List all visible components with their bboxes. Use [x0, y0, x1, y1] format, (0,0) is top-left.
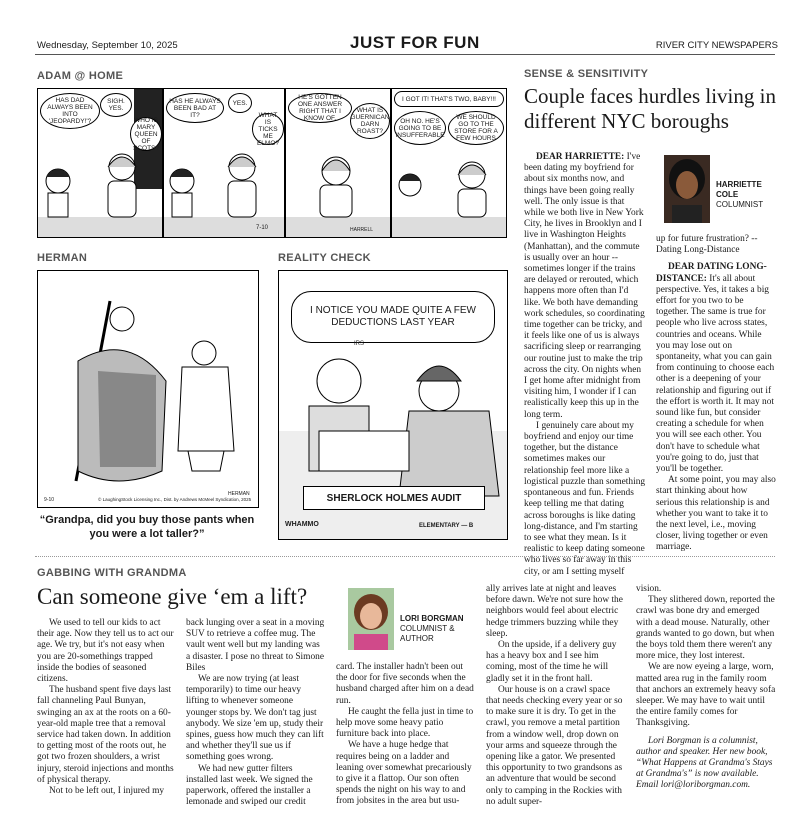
grandma-c5-p2: They slithered down, reported the crawl was bone dry and emerged with a dead mouse. Naturally, other grands wanted to go down, but when the boys told them there weren't any more mice, they lost interest. [636, 595, 775, 662]
sense-column-1 [524, 152, 646, 577]
adam-panel-3 [285, 88, 391, 238]
lori-portrait-art [348, 588, 394, 650]
reality-footer: ELEMENTARY — B [419, 523, 474, 529]
grandma-column-3 [336, 662, 476, 822]
reality-irs-sign: IRS [354, 341, 365, 347]
lori-role: COLUMNIST & AUTHOR [400, 624, 455, 643]
adam-signature: HARRELL [350, 227, 374, 233]
grandma-column-4 [486, 584, 626, 822]
grandma-c1-p3: Not to be left out, I injured my [49, 786, 165, 797]
sense-c2-p3: At some point, you may also start thinking about how serious this relationship is and whether you want to take it to the next level, i.e., moving closer, living together or even marriage. [656, 475, 776, 553]
adam-panel-4-art [392, 89, 506, 237]
grandma-c3-p2: He caught the fella just in time to help move some heavy patio furniture back into place. [336, 706, 474, 740]
herman-signature: HERMAN [228, 491, 250, 497]
adam-p3-bubble-a: HE'S GOTTEN ONE ANSWER RIGHT THAT I KNOW OF. [288, 93, 352, 123]
grandma-c1-p1: We used to tell our kids to act their age. Now they tell us to act our age. We try, but it's not easy when you are 20-somethings trapped inside the bodies of seasoned citizens. [37, 618, 174, 685]
sense-c2-p2: DEAR DATING LONG-DISTANCE: It's all about perspective. Yes, it takes a big effort for you two to be together. The same is true for people who live across states, countries and oceans. While you may lose out on spontaneity, what you can gain from continuing to choose each other is a deepening of your relationship and figuring out if the effort is worth it. It may not sound like fun, but consider creating a schedule for when you will see each other. You don't have to schedule what you're going to do, just that you'll be together. [656, 262, 775, 475]
sense-column-2 [656, 234, 776, 553]
grandma-headline: Can someone give ‘em a lift? [37, 584, 308, 609]
grandma-c5-p3: We are now eyeing a large, worn, matted area rug in the family room that anchors an extremely heavy sofa sleeper. We may have to wait until the entire family comes for Thanksgiving. [636, 662, 776, 729]
header-rule [35, 54, 775, 55]
adam-panel-4 [391, 88, 507, 238]
lori-photo [348, 588, 394, 650]
herman-caption: “Grandpa, did you buy those pants when you were a lot taller?” [39, 514, 255, 540]
grandma-column-2 [186, 618, 326, 823]
adam-strip [37, 88, 507, 240]
adam-label: ADAM @ HOME [37, 70, 124, 82]
adam-date-mark: 7-10 [256, 225, 269, 231]
publisher-name: RIVER CITY NEWSPAPERS [655, 40, 778, 51]
sense-headline: Couple faces hurdles living in different NYC boroughs [524, 84, 776, 133]
sense-c1-p2: I genuinely care about my boyfriend and enjoy our time together, but the distance sometimes makes our relationship feel more like a logistical puzzle than something spontaneous and fun. Friends keep telling me that dating across boroughs is like dating long-distance, and I'm starting to see what they mean. Is it realistic to keep dating someone who lives so far away in this city, or am I setting myself [524, 420, 646, 577]
reality-speech-bubble: I NOTICE YOU MADE QUITE A FEW DEDUCTIONS LAST YEAR [291, 291, 495, 343]
adam-p2-bubble-c: WHAT IS TICKS ME ELMO? [252, 113, 284, 145]
adam-p3-bubble-b: WHAT IS GUERNICAN DARN ROAST? [350, 103, 390, 139]
adam-p2-bubble-b: YES. [228, 93, 252, 113]
adam-p1-bubble-b: SIGH. YES. [100, 93, 132, 117]
harriette-name: HARRIETTE COLE [716, 180, 762, 199]
sense-c2-p1: up for future frustration? -- Dating Long-Distance [656, 234, 758, 256]
section-divider [35, 556, 775, 557]
harriette-photo [664, 155, 710, 223]
grandma-c2-p1: back lunging over a seat in a moving SUV to retrieve a coffee mug. The vault went well but my landing was a disaster. I pose no threat to Simone Biles [186, 618, 325, 673]
harriette-portrait-art [664, 155, 710, 223]
adam-p4-bubble-a: I GOT IT! THAT'S TWO, BABY!!! [394, 91, 504, 107]
lori-name: LORI BORGMAN [400, 614, 464, 623]
grandma-c3-p1: card. The installer hadn't been out the door for five seconds when the husband charged after him on a dead run. [336, 662, 474, 706]
grandma-label: GABBING WITH GRANDMA [37, 567, 187, 579]
grandma-c3-p3: We have a huge hedge that requires being on a ladder and leaning over somewhat precariously to give it a flattop. Our son often spends the night on his way to and from jobsites in the area but usu- [336, 740, 472, 807]
grandma-column-5 [636, 584, 776, 822]
grandma-column-1 [37, 618, 175, 823]
adam-p2-bubble-a: HAS HE ALWAYS BEEN BAD AT IT? [166, 93, 224, 123]
reality-byline: WHAMMO [285, 521, 319, 528]
reality-panel [278, 270, 508, 540]
grandma-c1-p2: The husband spent five days last fall channeling Paul Bunyan, swinging an ax at the roots on a 60-year-old maple tree that a removal service had taken down. In addition to getting most of the roots out, he got two frozen shoulders, a wrist injury, steroid injections and months of physical therapy. [37, 685, 174, 785]
grandma-c2-p2: We are now trying (at least temporarily) to time our heavy lifting to whenever someone younger stops by. We don't tag just anybody. We size 'em up, study their spines, guess how much they can lift and whether they'll sue us if something goes wrong. [186, 674, 324, 763]
reality-audit-sign: SHERLOCK HOLMES AUDIT [303, 486, 485, 510]
grandma-bio: Lori Borgman is a columnist, author and speaker. Her new book, “What Happens at Grandma's Stays at Grandma's” is now available. Email lori@loriborgman.com. [636, 735, 773, 791]
herman-panel [37, 270, 259, 508]
herman-date-mark: 9-10 [44, 497, 55, 503]
grandma-c4-p1: ally arrives late at night and leaves before dawn. We're not sure how the neighbors would feel about electric hedge trimmers buzzing while they sleep. [486, 584, 623, 639]
sense-c1-p1: DEAR HARRIETTE: I've been dating my boyfriend for about six months now, and things have been going really well. The only issue is that while we both live in New York City, he lives in Brooklyn and I live in Washington Heights (Manhattan), and the commute is usually over an hour -- sometimes longer if the trains are delayed or rerouted, which happens more often than I'd like. We both have demanding work schedules, so coordinating time together can be tricky, and it feels like one of us is always sacrificing sleep or rearranging our routine just to make the trip across the city. On nights when I get home after midnight from visiting him, I wonder if I can realistically keep this up in the long term. [524, 152, 645, 420]
reality-label: REALITY CHECK [278, 252, 371, 264]
grandma-c4-p3: Our house is on a crawl space that needs checking every year or so to make sure it is dry. To get in the crawl, you remove a metal partition from a window well, drop down on your arms and squeeze through the opening like a gator. We presented this opportunity to two grandsons as an adventure that would be second only to camping in the Rockies with no adult super- [486, 684, 623, 807]
harriette-role: COLUMNIST [716, 200, 764, 209]
adam-p1-bubble-a: HAS DAD ALWAYS BEEN INTO 'JEOPARDY!'? [40, 93, 100, 129]
adam-panel-1 [37, 88, 163, 238]
page-title: JUST FOR FUN [350, 33, 480, 52]
grandma-c4-p2: On the upside, if a delivery guy has a heavy box and I see him coming, most of the time he will gladly set it in the front hall. [486, 640, 617, 684]
herman-art [38, 271, 258, 507]
grandma-c2-p3: We had new gutter filters installed last week. We signed the paperwork, offered the installer a lemonade and swiped our credit [186, 763, 313, 808]
grandma-c5-p1: vision. [636, 584, 662, 594]
adam-p1-bubble-c: WHO IS MARY QUEEN OF SCOTS? [130, 117, 162, 151]
herman-label: HERMAN [37, 252, 88, 264]
herman-copyright: © LaughingStock Licensing Inc., Dist. by Andrews McMeel Syndication, 2025 [98, 497, 252, 502]
adam-p4-bubble-c: WE SHOULD GO TO THE STORE FOR A FEW HOURS [448, 111, 504, 145]
sense-label: SENSE & SENSITIVITY [524, 68, 649, 80]
header-date: Wednesday, September 10, 2025 [37, 40, 178, 51]
adam-panel-2 [163, 88, 285, 238]
adam-p4-bubble-b: OH NO. HE'S GOING TO BE INSUFFERABLE [394, 111, 446, 145]
